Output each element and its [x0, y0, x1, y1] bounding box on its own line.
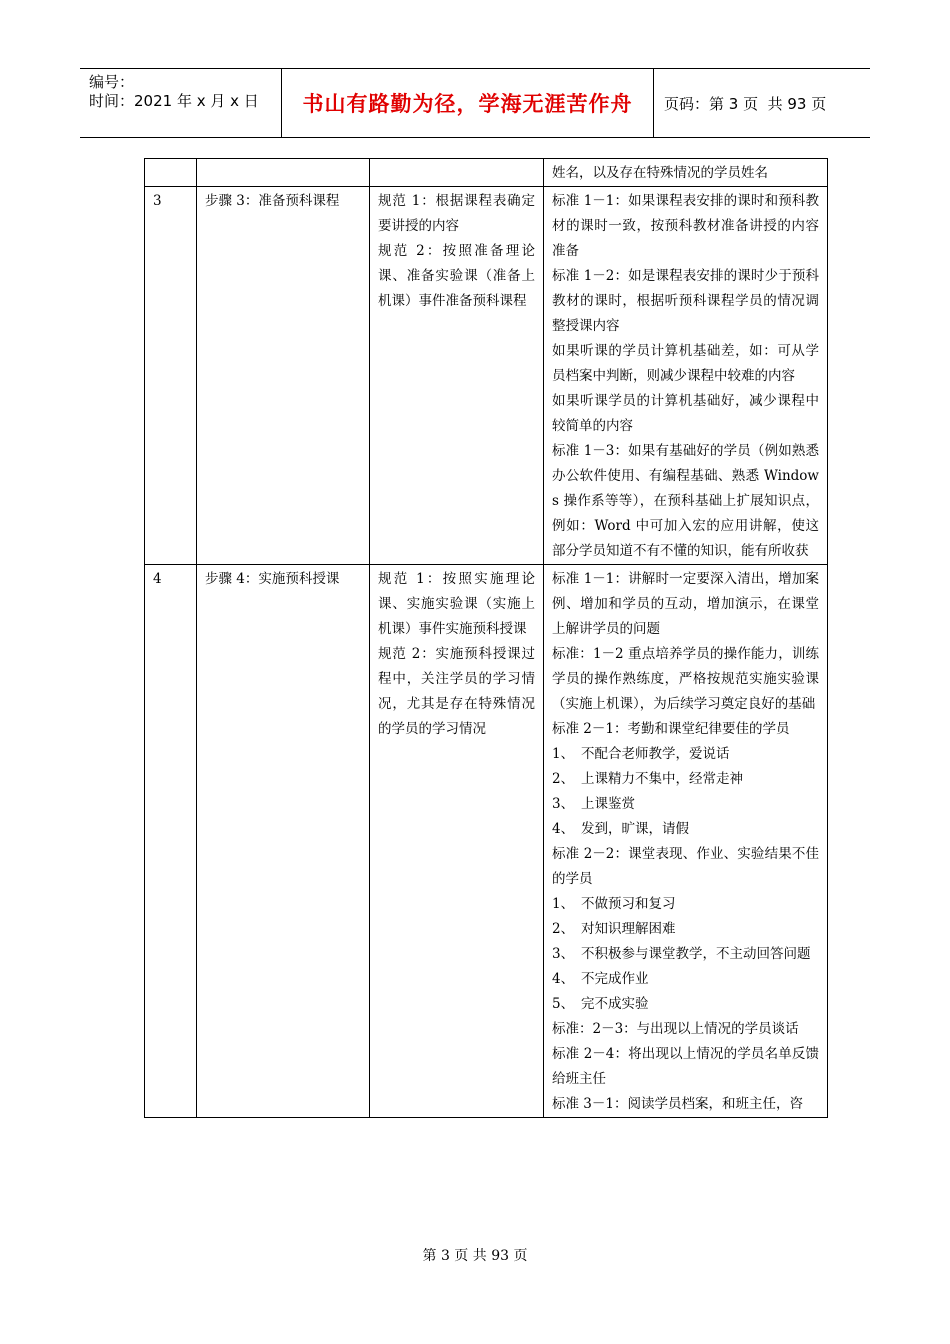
- list-item-number: 5、: [552, 996, 575, 1012]
- page-footer: 第 3 页 共 93 页: [422, 1248, 528, 1264]
- cell-spec: [370, 159, 544, 187]
- cell-num: [145, 159, 197, 187]
- list-item-text: 不完成作业: [581, 971, 649, 987]
- list-item-text: 上课鉴赏: [581, 796, 635, 812]
- table-row-continuation: [145, 159, 828, 187]
- cell-spec: [370, 565, 544, 1118]
- doc-number-label: 编号：: [89, 73, 135, 91]
- list-item-number: 2、: [552, 921, 575, 937]
- cell-num: 3: [145, 187, 197, 565]
- header-page-info: [654, 69, 870, 137]
- standard-line: 标准 2－2：课堂表现、作业、实验结果不佳的学员: [552, 846, 819, 887]
- list-item: [552, 817, 819, 842]
- list-item: [552, 942, 819, 967]
- spec-line: 规范 2：按照准备理论课、准备实验课（准备上机课）事件准备预科课程: [378, 243, 535, 309]
- cell-step: [197, 159, 370, 187]
- cell-standard: [544, 159, 828, 187]
- standard-line: 标准 1－2：如是课程表安排的课时少于预科教材的课时，根据听预科课程学员的情况调整授课内容: [552, 268, 819, 334]
- list-item-number: 4、: [552, 821, 575, 837]
- spec-line: 规范 1：根据课程表确定要讲授的内容: [378, 193, 535, 234]
- header-motto: 书山有路勤为径，学海无涯苦作舟: [281, 69, 654, 137]
- cell-step: 步骤 3：准备预科课程: [197, 187, 370, 565]
- standard-line: 标准 2－1：考勤和课堂纪律要佳的学员: [552, 721, 790, 737]
- list-item-text: 不做预习和复习: [581, 896, 676, 912]
- list-item-number: 1、: [552, 746, 575, 762]
- procedure-table: [144, 158, 828, 1118]
- cell-standard: [544, 565, 828, 1118]
- list-item-number: 3、: [552, 796, 575, 812]
- table-row-step-4: [145, 565, 828, 1118]
- list-item-number: 1、: [552, 896, 575, 912]
- standard-line: 标准：2－3：与出现以上情况的学员谈话: [552, 1021, 799, 1037]
- spec-line: 规范 2：实施预科授课过程中，关注学员的学习情况，尤其是存在特殊情况的学员的学习情况: [378, 646, 535, 737]
- standard-line: 标准 1－3：如果有基础好的学员（例如熟悉办公软件使用、有编程基础、熟悉 Windows 操作系等等），在预科基础上扩展知识点，例如：Word 中可加入宏的应用讲解，使这部分学员知道不有不懂的知识，能有所收获: [552, 443, 819, 559]
- list-item-text: 不配合老师教学，爱说话: [581, 746, 730, 762]
- doc-time-label: 时间：2021 年 x 月 x 日: [89, 92, 259, 110]
- list-item: [552, 742, 819, 767]
- list-item: [552, 967, 819, 992]
- list-item-number: 4、: [552, 971, 575, 987]
- list-item-text: 不积极参与课堂教学，不主动回答问题: [581, 946, 811, 962]
- header-page-label: 页码：第 3 页 共 93 页: [664, 94, 827, 113]
- cell-step: 步骤 4：实施预科授课: [197, 565, 370, 1118]
- standard-line: 标准：1－2 重点培养学员的操作能力，训练学员的操作熟练度，严格按规范实施实验课（实施上机课），为后续学习奠定良好的基础: [552, 646, 819, 712]
- standard-line: 如果听课学员的计算机基础好，减少课程中较简单的内容: [552, 393, 819, 434]
- list-item-text: 发到，旷课，请假: [581, 821, 689, 837]
- spec-line: 规范 1：按照实施理论课、实施实验课（实施上机课）事件实施预科授课: [378, 571, 535, 637]
- document-header: [80, 68, 870, 138]
- standard-line: 标准 1－1：讲解时一定要深入清出，增加案例、增加和学员的互动，增加演示，在课堂上解讲学员的问题: [552, 571, 819, 637]
- list-item-text: 上课精力不集中，经常走神: [581, 771, 743, 787]
- list-item: [552, 767, 819, 792]
- cell-spec: [370, 187, 544, 565]
- standard-line: 姓名，以及存在特殊情况的学员姓名: [552, 165, 768, 181]
- list-item: [552, 992, 819, 1017]
- header-meta: [80, 69, 281, 137]
- standard-line: 标准 1－1：如果课程表安排的课时和预科教材的课时一致，按预科教材准备讲授的内容准备: [552, 193, 819, 259]
- list-item: [552, 917, 819, 942]
- cell-standard: [544, 187, 828, 565]
- list-item: [552, 792, 819, 817]
- list-item-text: 完不成实验: [581, 996, 649, 1012]
- list-item-text: 对知识理解困难: [581, 921, 676, 937]
- list-item-number: 2、: [552, 771, 575, 787]
- list-item-number: 3、: [552, 946, 575, 962]
- standard-line: 如果听课的学员计算机基础差，如：可从学员档案中判断，则减少课程中较难的内容: [552, 343, 819, 384]
- table-row-step-3: [145, 187, 828, 565]
- list-item: [552, 892, 819, 917]
- standard-line: 标准 2－4：将出现以上情况的学员名单反馈给班主任: [552, 1046, 819, 1087]
- standard-line: 标准 3－1：阅读学员档案，和班主任，咨: [552, 1096, 803, 1112]
- cell-num: 4: [145, 565, 197, 1118]
